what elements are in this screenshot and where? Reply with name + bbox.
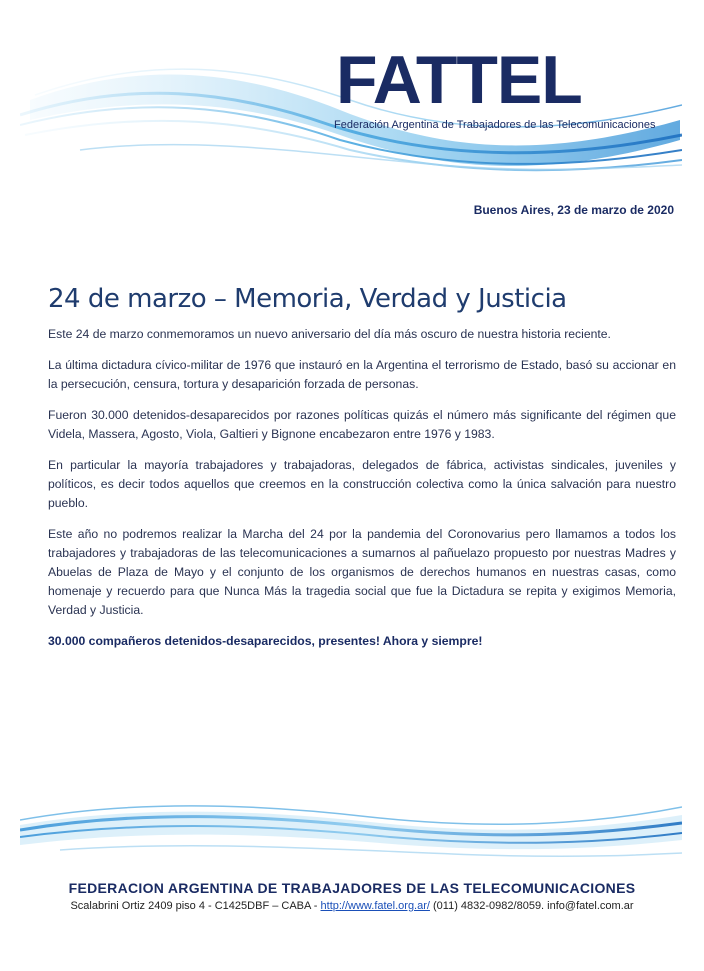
footer-website-link[interactable]: http://www.fatel.org.ar/ <box>320 900 430 912</box>
footer-address: Scalabrini Ortiz 2409 piso 4 - C1425DBF – CABA - <box>70 900 321 912</box>
document-title: 24 de marzo – Memoria, Verdad y Justicia <box>48 284 567 315</box>
closing-statement: 30.000 compañeros detenidos-desaparecidos, presentes! Ahora y siempre! <box>48 634 483 648</box>
paragraph-2: La última dictadura cívico-militar de 1976 que instauró en la Argentina el terrorismo de Estado, basó su accionar en la persecución, censura, tortura y desaparición forzada de personas. <box>48 358 676 391</box>
paragraph-3: Fueron 30.000 detenidos-desaparecidos por razones políticas quizás el número más significante del régimen que Videla, Massera, Agosto, Viola, Galtieri y Bignone encabezaron entre 1976 y 1983. <box>48 408 676 441</box>
footer-wave-graphic <box>20 795 682 865</box>
paragraph-4: En particular la mayoría trabajadores y trabajadoras, delegados de fábrica, activistas sindicales, juveniles y políticos, es decir todos aquellos que creemos en la construcción colectiva como la única salvación para nuestro pueblo. <box>48 458 676 510</box>
paragraph-5: Este año no podremos realizar la Marcha del 24 por la pandemia del Coronovarius pero llamamos a todos los trabajadores y trabajadoras de las telecomunicaciones a sumarnos al pañuelazo propuesto por nuestras Madres y Abuelas de Plaza de Mayo y el conjunto de los organismos de derechos humanos en nuestras casas, como homenaje y recuerdo para que Nunca Más la tragedia social que fue la Dictadura se repita y exigimos Memoria, Verdad y Justicia. <box>48 527 676 617</box>
paragraph-1: Este 24 de marzo conmemoramos un nuevo aniversario del día más oscuro de nuestra historia reciente. <box>48 327 611 341</box>
footer-phone-email: (011) 4832-0982/8059. info@fatel.com.ar <box>429 900 634 912</box>
document-body <box>48 325 676 663</box>
fattel-logo: FATTEL <box>336 42 582 118</box>
document-date: Buenos Aires, 23 de marzo de 2020 <box>473 203 674 217</box>
footer-organization-name: FEDERACION ARGENTINA DE TRABAJADORES DE LAS TELECOMUNICACIONES <box>68 880 636 896</box>
logo-subtitle: Federación Argentina de Trabajadores de las Telecomunicaciones <box>334 119 656 131</box>
footer-contact-line <box>0 900 704 912</box>
